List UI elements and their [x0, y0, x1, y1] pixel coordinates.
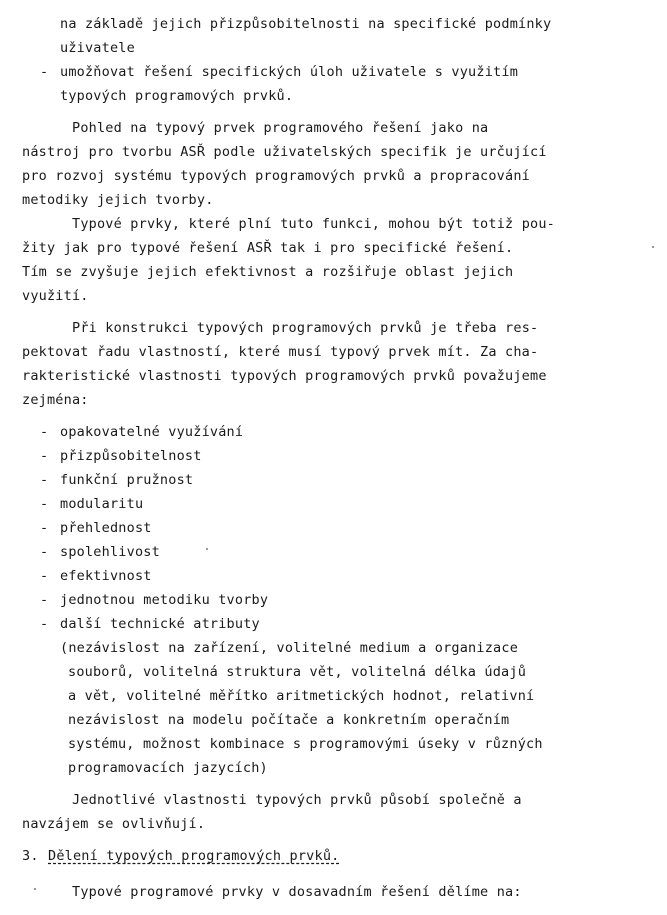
list-item: přizpůsobitelnost: [60, 448, 202, 464]
paragraph-5-line-1: Typové programové prvky v dosavadním řešení dělíme na:: [72, 884, 522, 900]
technical-details-line-6: programovacích jazycích): [68, 760, 268, 776]
list-item: další technické atributy: [60, 616, 260, 632]
paragraph-4-line-1: Jednotlivé vlastnosti typových prvků působí společně a: [72, 792, 522, 808]
list-bullet: -: [40, 520, 49, 536]
paragraph-2-line-3: Tím se zvyšuje jejich efektivnost a rozšiřuje oblast jejich: [22, 264, 514, 280]
paragraph-2-line-4: využití.: [22, 288, 89, 304]
list-bullet: -: [40, 592, 49, 608]
list-bullet: -: [40, 424, 49, 440]
section-heading: Dělení typových programových prvků.: [48, 848, 340, 864]
list-bullet: -: [40, 448, 49, 464]
bullet-dash: -: [40, 64, 49, 80]
paragraph-1-line-1: Pohled na typový prvek programového řešení jako na: [72, 120, 489, 136]
paragraph-3-line-1: Při konstrukci typových programových prvků je třeba res-: [72, 320, 539, 336]
scan-speck: [34, 888, 36, 890]
paragraph-2-line-2: žity jak pro typové řešení ASŘ tak i pro specifické řešení.: [22, 240, 514, 256]
scan-speck: [652, 246, 654, 248]
list-bullet: -: [40, 568, 49, 584]
list-bullet: -: [40, 616, 49, 632]
paragraph-1-line-4: metodiky jejich tvorby.: [22, 192, 214, 208]
bullet-item-line-2: typových programových prvků.: [60, 88, 294, 104]
paragraph-1-line-3: pro rozvoj systému typových programových prvků a propracování: [22, 168, 530, 184]
paragraph-1-line-2: nástroj pro tvorbu ASŘ podle uživatelských specifik je určující: [22, 144, 547, 160]
list-item: přehlednost: [60, 520, 152, 536]
technical-details-line-2: souborů, volitelná struktura vět, volitelná délka údajů: [68, 664, 527, 680]
technical-details-line-5: systému, možnost kombinace s programovými úseky v různých: [68, 736, 543, 752]
list-item: modularitu: [60, 496, 144, 512]
list-bullet: -: [40, 496, 49, 512]
list-bullet: -: [40, 472, 49, 488]
bullet-continuation-line-1: na základě jejich přizpůsobitelnosti na specifické podmínky: [60, 16, 552, 32]
list-item: efektivnost: [60, 568, 152, 584]
paragraph-3-line-4: zejména:: [22, 392, 89, 408]
technical-details-line-3: a vět, volitelné měřítko aritmetických hodnot, relativní: [68, 688, 535, 704]
section-number: 3.: [22, 848, 39, 864]
paragraph-4-line-2: navzájem se ovlivňují.: [22, 816, 206, 832]
technical-details-line-1: (nezávislost na zařízení, volitelné medium a organizace: [60, 640, 519, 656]
bullet-continuation-line-2: uživatele: [60, 40, 135, 56]
list-item: funkční pružnost: [60, 472, 194, 488]
paragraph-3-line-2: pektovat řadu vlastností, které musí typový prvek mít. Za cha-: [22, 344, 539, 360]
list-item: spolehlivost: [60, 544, 160, 560]
scan-speck: [206, 548, 208, 550]
technical-details-line-4: nezávislost na modelu počítače a konkretním operačním: [68, 712, 510, 728]
list-bullet: -: [40, 544, 49, 560]
list-item: opakovatelné využívání: [60, 424, 244, 440]
paragraph-3-line-3: rakteristické vlastnosti typových programových prvků považujeme: [22, 368, 547, 384]
paragraph-2-line-1: Typové prvky, které plní tuto funkci, mohou být totiž pou-: [72, 216, 556, 232]
bullet-item-line-1: umožňovat řešení specifických úloh uživatele s využitím: [60, 64, 519, 80]
list-item: jednotnou metodiku tvorby: [60, 592, 269, 608]
